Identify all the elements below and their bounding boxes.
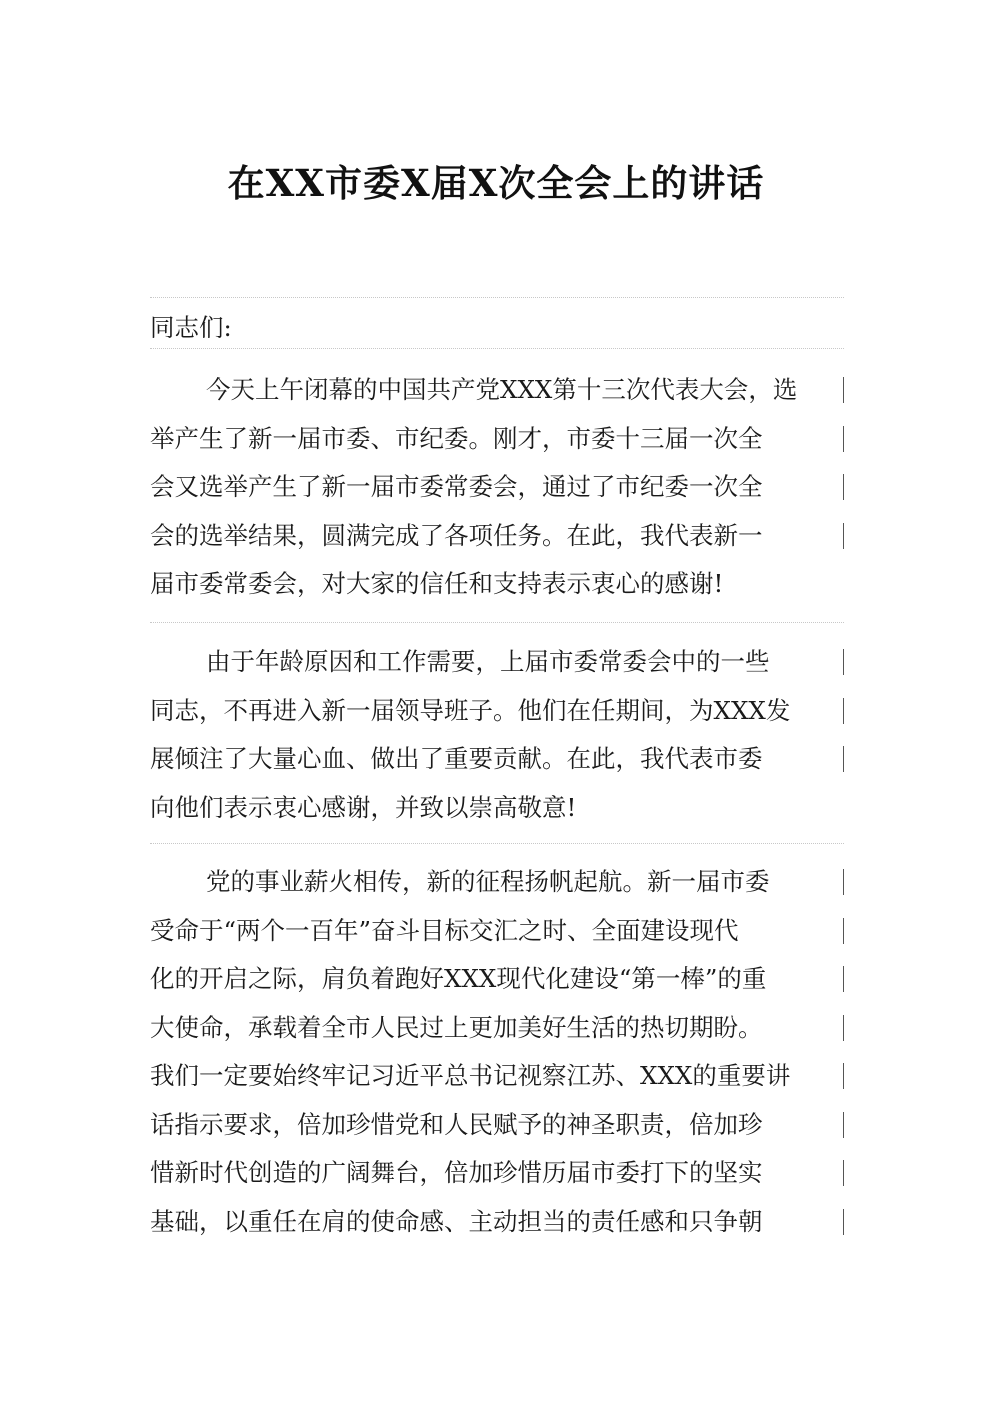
paragraph-1 — [150, 366, 840, 609]
section-divider — [150, 348, 844, 349]
paragraph-line: 大使命，承载着全市人民过上更加美好生活的热切期盼。 — [150, 1012, 763, 1042]
line-end-mark — [843, 869, 844, 895]
line-end-mark — [843, 918, 844, 944]
paragraph-line: 向他们表示衷心感谢，并致以崇高敬意! — [150, 792, 577, 822]
paragraph-line: 惜新时代创造的广阔舞台，倍加珍惜历届市委打下的坚实 — [150, 1158, 763, 1187]
line-end-mark — [843, 426, 844, 452]
line-end-mark — [843, 523, 844, 549]
paragraph-line: 我们一定要始终牢记习近平总书记视察江苏、XXX的重要讲 — [150, 1061, 791, 1090]
line-end-mark — [843, 966, 844, 992]
paragraph-line: 会又选举产生了新一届市委常委会，通过了市纪委一次全 — [150, 472, 763, 501]
paragraph-line: 届市委常委会，对大家的信任和支持表示衷心的感谢! — [150, 569, 724, 598]
line-end-mark — [843, 698, 844, 724]
paragraph-line: 举产生了新一届市委、市纪委。刚才，市委十三届一次全 — [150, 423, 763, 453]
paragraph-line: 基础，以重任在肩的使命感、主动担当的责任感和只争朝 — [150, 1206, 763, 1236]
paragraph-line: 今天上午闭幕的中国共产党XXX第十三次代表大会，选 — [206, 375, 798, 404]
line-end-mark — [843, 1160, 844, 1186]
line-end-mark — [843, 649, 844, 675]
greeting-text: 同志们: — [150, 313, 232, 342]
section-divider — [150, 297, 844, 298]
line-end-mark — [843, 377, 844, 403]
paragraph-line: 化的开启之际，肩负着跑好XXX现代化建设“第一棒”的重 — [150, 964, 767, 993]
paragraph-2 — [150, 638, 840, 832]
paragraph-line: 同志，不再进入新一届领导班子。他们在任期间，为XXX发 — [150, 695, 791, 725]
line-end-mark — [843, 474, 844, 500]
paragraph-line: 话指示要求，倍加珍惜党和人民赋予的神圣职责，倍加珍 — [150, 1109, 763, 1139]
line-end-mark — [843, 746, 844, 772]
paragraph-line: 由于年龄原因和工作需要，上届市委常委会中的一些 — [206, 647, 770, 676]
line-end-mark — [843, 1209, 844, 1235]
paragraph-3 — [150, 858, 840, 1246]
paragraph-line: 受命于“两个一百年”奋斗目标交汇之时、全面建设现代 — [150, 915, 739, 945]
section-divider — [150, 622, 844, 623]
paragraph-line: 党的事业薪火相传，新的征程扬帆起航。新一届市委 — [206, 867, 770, 896]
line-end-mark — [843, 1112, 844, 1138]
paragraph-line: 展倾注了大量心血、做出了重要贡献。在此，我代表市委 — [150, 744, 763, 773]
document-title: 在XX市委X届X次全会上的讲话 — [227, 161, 765, 205]
line-end-mark — [843, 1063, 844, 1089]
line-end-mark — [843, 1015, 844, 1041]
section-divider — [150, 843, 844, 844]
paragraph-line: 会的选举结果，圆满完成了各项任务。在此，我代表新一 — [150, 520, 763, 550]
